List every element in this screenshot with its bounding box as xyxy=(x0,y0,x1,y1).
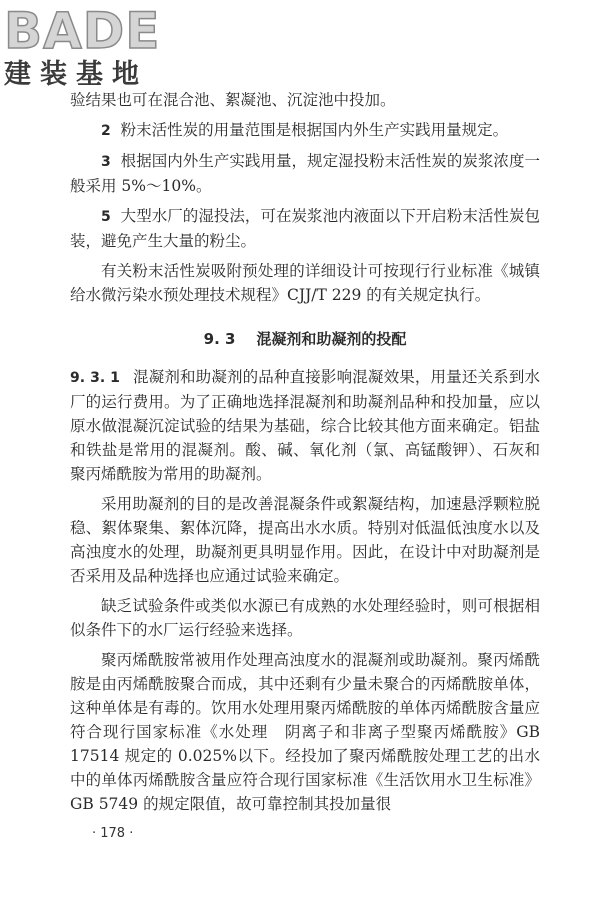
paragraph-text: 有关粉末活性炭吸附预处理的详细设计可按现行行业标准《城镇给水微污染水预处理技术规程》CJJ/T 229 的有关规定执行。 xyxy=(70,262,540,304)
paragraph-top-4 xyxy=(70,204,540,253)
paragraph-text: 大型水厂的湿投法，可在炭浆池内液面以下开启粉末活性炭包装，避免产生大量的粉尘。 xyxy=(70,207,540,250)
logo-chinese-text: 建装基地 xyxy=(4,59,148,90)
paragraph-top-2 xyxy=(70,118,540,143)
document-page xyxy=(70,88,540,816)
paragraph-top-3 xyxy=(70,149,540,198)
clause-9-3-1 xyxy=(70,365,540,486)
clause-text: 混凝剂和助凝剂的品种直接影响混凝效果，用量还关系到水厂的运行费用。为了正确地选择混凝剂和助凝剂品种和投加量，应以原水做混凝沉淀试验的结果为基础，综合比较其他方面来确定。铝盐和铁盐是常用的混凝剂。酸、碱、氧化剂（氯、高锰酸钾）、石灰和聚丙烯酰胺为常用的助凝剂。 xyxy=(70,368,540,483)
section-heading xyxy=(70,327,540,351)
paragraph-text: 验结果也可在混合池、絮凝池、沉淀池中投加。 xyxy=(70,91,396,109)
paragraph-text: 缺乏试验条件或类似水源已有成熟的水处理经验时，则可根据相似条件下的水厂运行经验来选择。 xyxy=(70,597,540,639)
paragraph-bottom-3 xyxy=(70,648,540,816)
section-number: 9. 3 xyxy=(203,330,236,348)
paragraph-text: 聚丙烯酰胺常被用作处理高浊度水的混凝剂或助凝剂。聚丙烯酰胺是由丙烯酰胺聚合而成，其中还剩有少量未聚合的丙烯酰胺单体，这种单体是有毒的。饮用水处理用聚丙烯酰胺的单体丙烯酰胺含量应符合现行国家标准《水处理 阴离子和非离子型聚丙烯酰胺》GB 17514 规定的 0.025%以下。经投加了聚丙烯酰胺处理工艺的出水中的单体丙烯酰胺含量应符合现行国家标准《生活饮用水卫生标准》GB 5749 的规定限值，故可靠控制其投加量很 xyxy=(70,651,540,813)
item-number: 2 xyxy=(101,123,111,139)
paragraph-top-5 xyxy=(70,259,540,307)
clause-number: 9. 3. 1 xyxy=(70,370,120,386)
paragraph-text: 根据国内外生产实践用量，规定湿投粉末活性炭的炭浆浓度一般采用 5%～10%。 xyxy=(70,152,540,195)
paragraph-text: 采用助凝剂的目的是改善混凝条件或絮凝结构，加速悬浮颗粒脱稳、絮体聚集、絮体沉降，提高出水水质。特别对低温低浊度水以及高浊度水的处理，助凝剂更具明显作用。因此，在设计中对助凝剂是否采用及品种选择也应通过试验来确定。 xyxy=(70,495,540,585)
logo-latin-text: BADE xyxy=(4,2,161,60)
bade-logo xyxy=(0,0,180,95)
paragraph-bottom-2 xyxy=(70,594,540,642)
paragraph-bottom-1 xyxy=(70,492,540,588)
item-number: 5 xyxy=(101,209,111,225)
item-number: 3 xyxy=(101,154,111,170)
page-number: · 178 · xyxy=(92,826,134,841)
section-title: 混凝剂和助凝剂的投配 xyxy=(256,330,407,348)
paragraph-text: 粉末活性炭的用量范围是根据国内外生产实践用量规定。 xyxy=(120,121,509,139)
